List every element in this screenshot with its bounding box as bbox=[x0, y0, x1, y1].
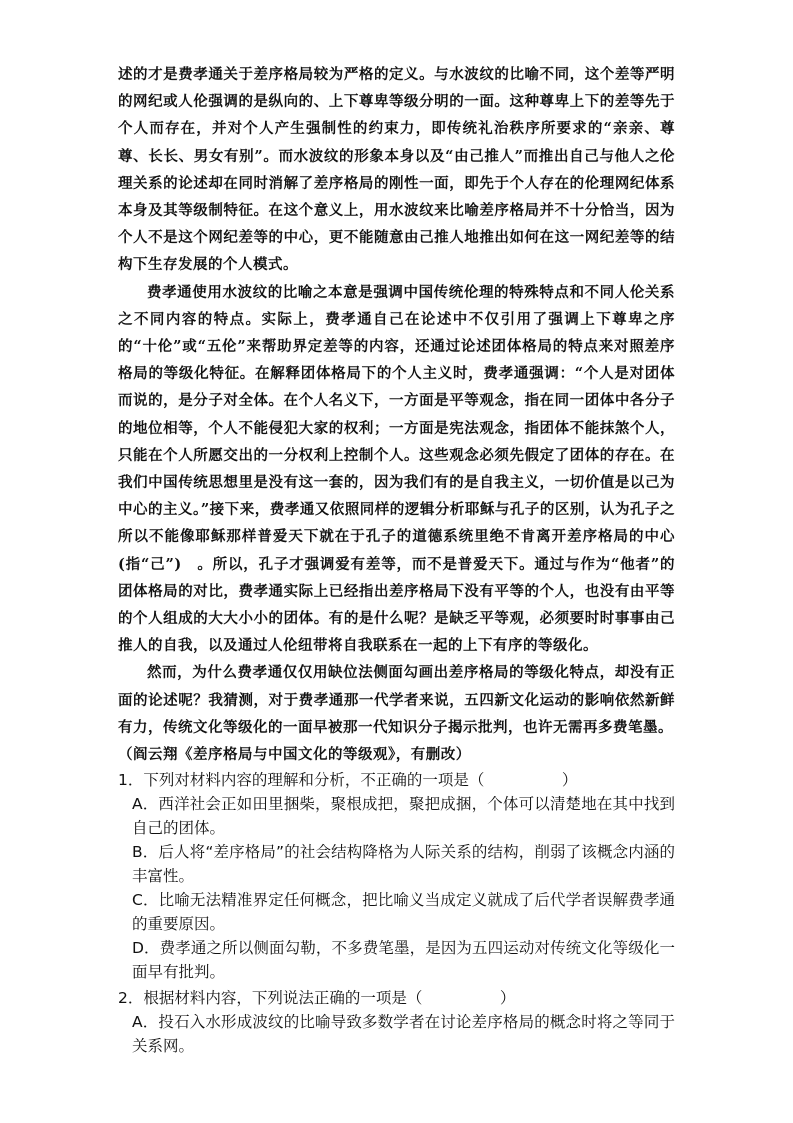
passage-paragraph-3: 然而，为什么费孝通仅仅用缺位法侧面勾画出差序格局的等级化特点，却没有正面的论述呢？我猜测，对于费孝通那一代学者来说，五四新文化运动的影响依然新鲜有力，传统文化等级化的一面早被那一代知识分子揭示批判，也许无需再多费笔墨。 bbox=[118, 664, 675, 736]
passage bbox=[118, 61, 690, 768]
question-2-option-a: A．投石入水形成波纹的比喻导致多数学者在讨论差序格局的概念时将之等同于关系网。 bbox=[132, 1013, 675, 1056]
question-2 bbox=[118, 986, 675, 1058]
passage-citation: （阎云翔《差序格局与中国文化的等级观》，有删改） bbox=[118, 746, 471, 764]
question-1-option-a: A．西洋社会正如田里捆柴，聚根成把，聚把成捆，个体可以清楚地在其中找到自己的团体。 bbox=[132, 795, 675, 838]
question-1-option-c: C．比喻无法精准界定任何概念，把比喻义当成定义就成了后代学者误解费孝通的重要原因。 bbox=[132, 891, 675, 934]
question-1 bbox=[118, 768, 675, 984]
passage-paragraph-1: 述的才是费孝通关于差序格局较为严格的定义。与水波纹的比喻不同，这个差等严明的网纪或人伦强调的是纵向的、上下尊卑等级分明的一面。这种尊卑上下的差等先于个人而存在，并对个人产生强制性的约束力，即传统礼治秩序所要求的“亲亲、尊尊、长长、男女有别”。而水波纹的形象本身以及“由己推人”而推出自己与他人之伦理关系的论述却在同时消解了差序格局的刚性一面，即先于个人存在的伦理网纪体系本身及其等级制特征。在这个意义上，用水波纹来比喻差序格局并不十分恰当，因为个人不是这个网纪差等的中心，更不能随意由己推人地推出如何在这一网纪差等的结构下生存发展的个人模式。 bbox=[118, 66, 675, 274]
question-1-stem: 1．下列对材料内容的理解和分析，不正确的一项是（ ） bbox=[118, 771, 578, 790]
question-1-option-d: D．费孝通之所以侧面勾勒，不多费笔墨，是因为五四运动对传统文化等级化一面早有批判。 bbox=[132, 939, 675, 982]
question-list bbox=[118, 768, 675, 1058]
question-2-stem: 2．根据材料内容，下列说法正确的一项是（ ） bbox=[118, 989, 516, 1008]
question-1-option-b: B．后人将“差序格局”的社会结构降格为人际关系的结构，削弱了该概念内涵的丰富性。 bbox=[132, 843, 675, 886]
passage-paragraph-2: 费孝通使用水波纹的比喻之本意是强调中国传统伦理的特殊特点和不同人伦关系之不同内容的特点。实际上，费孝通自己在论述中不仅引用了强调上下尊卑之序的“十伦”或“五伦”来帮助界定差等的内容，还通过论述团体格局的特点来对照差序格局的等级化特征。在解释团体格局下的个人主义时，费孝通强调：“个人是对团体而说的，是分子对全体。在个人名义下，一方面是平等观念，指在同一团体中各分子的地位相等，个人不能侵犯大家的权利；一方面是宪法观念，指团体不能抹煞个人，只能在个人所愿交出的一分权利上控制个人。这些观念必须先假定了团体的存在。在我们中国传统思想里是没有这一套的，因为我们有的是自我主义，一切价值是以己为中心的主义。”接下来，费孝通又依照同样的逻辑分析耶稣与孔子的区别，认为孔子之所以不能像耶稣那样普爱天下就在于孔子的道德系统里绝不肯离开差序格局的中心 (指“己”) 。所以，孔子才强调爱有差等，而不是普爱天下。通过与作为“他者”的团体格局的对比，费孝通实际上已经指出差序格局下没有平等的个人，也没有由平等的个人组成的大大小小的团体。有的是什么呢？是缺乏平等观，必须要时时事事由己推人的自我，以及通过人伦纽带将自我联系在一起的上下有序的等级化。 bbox=[118, 283, 690, 655]
